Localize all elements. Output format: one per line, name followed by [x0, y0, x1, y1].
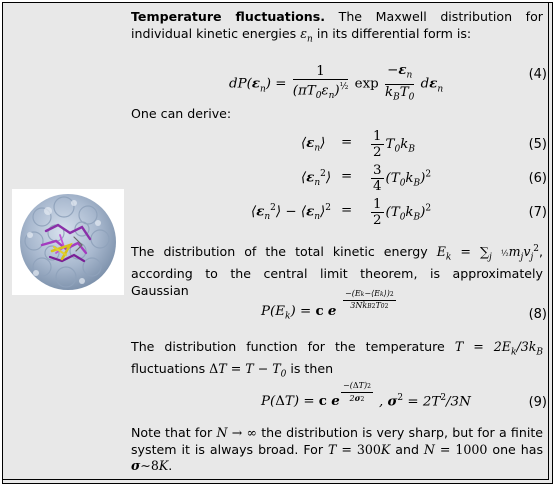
equation-number-4: (4) [528, 67, 547, 82]
equation-number-6: (6) [528, 171, 547, 186]
equation-5: $⟨\varepsilon_n⟩$ = $\frac{1}{2}$ $T_0k_B$ (5) [301, 129, 547, 160]
temp-text-3: is then [286, 361, 334, 377]
equation-9: P(ΔT) = c e −(ΔT)2 2σ2 , $\sigma^2 = 2T^2/3N$ (9) [261, 381, 547, 410]
equation-4: $dP(\varepsilon_n)$ = $\frac{1}{(\pi T_0\varepsilon_n)^{\frac{1}{2}}}$ exp $\frac{-\varepsilon_n}{k_BT_0}$ $d\varepsilon_n$ (4) [229, 62, 547, 103]
equation-number-5: (5) [528, 137, 547, 152]
inline-math-n1000: N = 1000 [423, 441, 488, 457]
note-text-3: and [390, 441, 424, 457]
temperature-paragraph [131, 339, 543, 383]
note-text-2: the distribution is very sharp, but for a finite system it is always broad. For [131, 425, 543, 457]
equation-6: $⟨\varepsilon_n^2⟩$ = $\frac{3}{4}$ $(T_0k_B)^2$ (6) [301, 163, 547, 194]
note-text-1: Note that for [131, 425, 217, 440]
temp-text-2: fluctuations [131, 361, 210, 377]
virus-capsid-image [12, 189, 124, 295]
dist-text-1: The distribution of the total kinetic energy [131, 244, 437, 260]
equation-8: $P(E_k) = c$ e −(Ek−⟨Ek⟩)2 3NkB2T02 (8) [261, 289, 547, 322]
slide-panel [2, 2, 553, 484]
equation-number-8: (8) [528, 307, 547, 322]
intro-text-2: in its differential form is: [312, 25, 472, 41]
inline-math-ek: $E_k = \sum_j$ $\frac{1}{2}m_jv_j^2$ [436, 244, 539, 263]
virus-capsid-icon [12, 189, 124, 295]
intro-text-1: The Maxwell distribution for individual kinetic energies [131, 9, 543, 41]
temp-text-1: The distribution function for the temperature [131, 339, 455, 354]
intro-paragraph [131, 9, 543, 48]
inline-math-t: $T = 2E_k/3k_B$ [454, 339, 543, 358]
dist-text-2: , according to the central limit theorem, is approximately Gaussian [131, 244, 543, 298]
note-paragraph [131, 425, 543, 475]
inline-math-t300: T = 300K [327, 441, 391, 457]
inline-math-n-inf: N → ∞ [216, 425, 257, 440]
equation-7: $⟨\varepsilon_n^2⟩$ − $⟨\varepsilon_n⟩^2$ = $\frac{1}{2}$ $(T_0k_B)^2$ (7) [251, 197, 547, 228]
inline-math-en: $\varepsilon_n$ [300, 25, 313, 45]
derive-text: One can derive: [131, 106, 232, 121]
inline-math-dt: $\Delta T = T - T_0$ [209, 361, 287, 380]
inline-math-sigma: σ∼8K [131, 458, 169, 473]
equation-number-9: (9) [528, 395, 547, 410]
note-text-5: . [168, 458, 173, 473]
heading: Temperature fluctuations. [131, 9, 326, 24]
note-text-4: one has [487, 441, 544, 457]
equation-number-7: (7) [528, 205, 547, 220]
